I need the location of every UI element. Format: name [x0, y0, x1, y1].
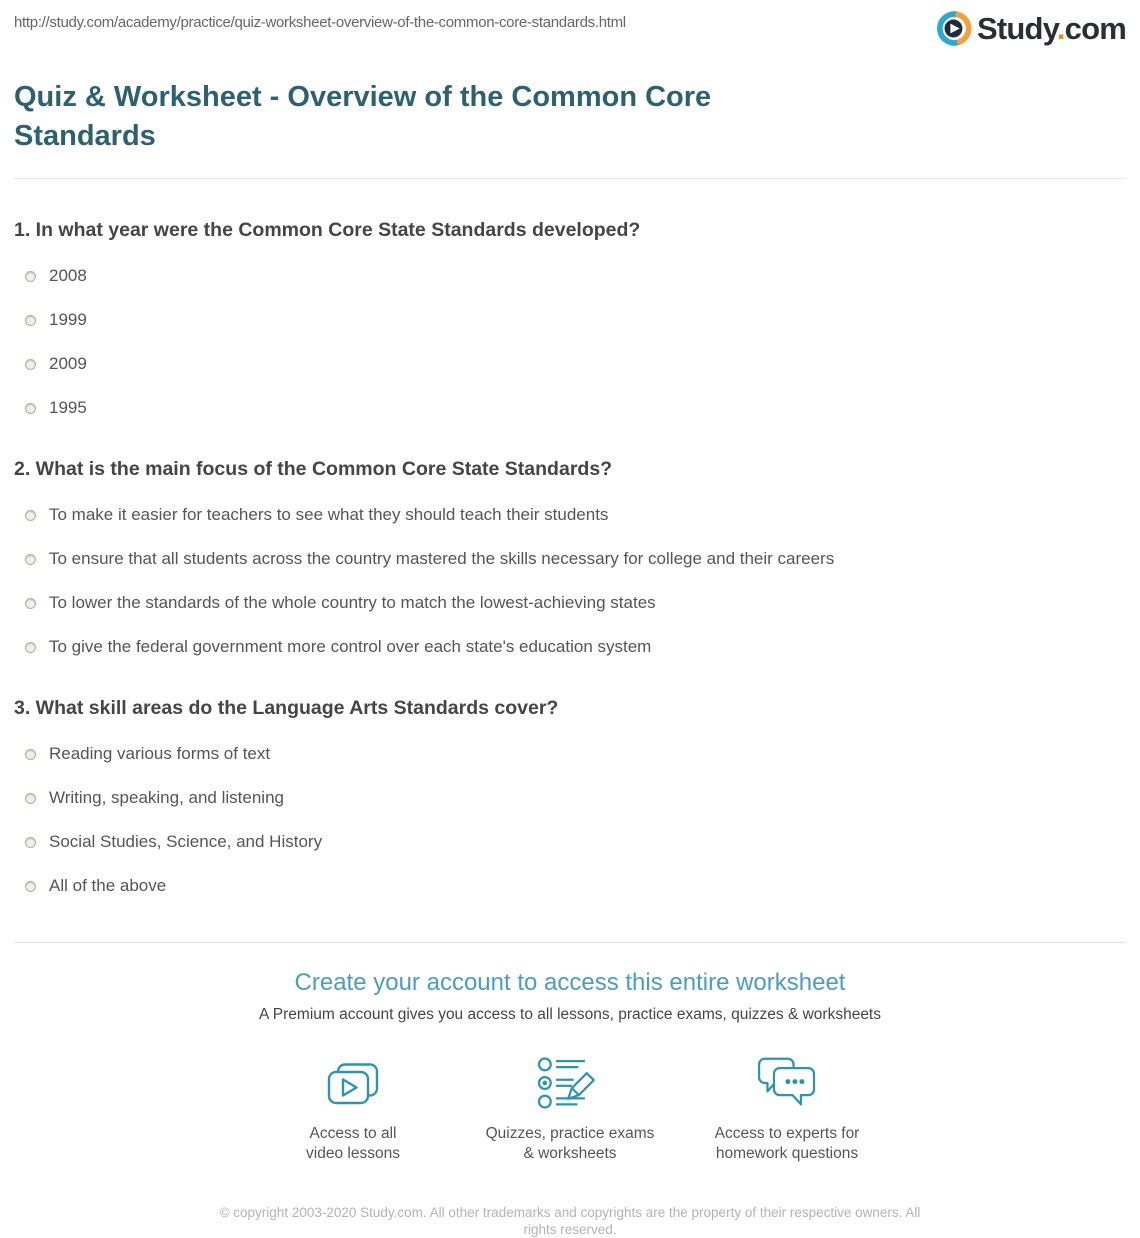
cta-subtitle: A Premium account gives you access to all lessons, practice exams, quizzes & worksheets — [259, 1006, 881, 1024]
option-label: 2008 — [49, 266, 87, 286]
studycom-logo[interactable] — [935, 10, 1126, 47]
divider — [14, 942, 1126, 943]
answer-option[interactable] — [14, 549, 1126, 569]
answer-option[interactable] — [14, 876, 1126, 896]
radio-button[interactable] — [25, 403, 36, 414]
option-label: All of the above — [49, 876, 167, 896]
option-label: 1995 — [49, 398, 87, 418]
cta-title: Create your account to access this entire worksheet — [294, 969, 846, 997]
top-bar — [14, 0, 1126, 52]
create-account-section — [14, 969, 1126, 1164]
question-2 — [14, 458, 1126, 657]
radio-button[interactable] — [25, 315, 36, 326]
features-row — [14, 1058, 1126, 1164]
feature-experts-chat — [679, 1058, 896, 1164]
option-label: To give the federal government more control over each state's education system — [49, 637, 652, 657]
feature-label: Access to all video lessons — [306, 1125, 400, 1163]
quizzes-worksheets-icon — [462, 1058, 679, 1110]
option-label: Writing, speaking, and listening — [49, 788, 284, 808]
radio-button[interactable] — [25, 881, 36, 892]
answer-option[interactable] — [14, 354, 1126, 374]
experts-chat-icon — [679, 1058, 896, 1110]
radio-button[interactable] — [25, 793, 36, 804]
option-label: Reading various forms of text — [49, 744, 271, 764]
page-url: http://study.com/academy/practice/quiz-worksheet-overview-of-the-common-core-standards.html — [14, 14, 626, 31]
page-title: Quiz & Worksheet - Overview of the Common Core Standards — [14, 81, 712, 153]
radio-button[interactable] — [25, 510, 36, 521]
radio-button[interactable] — [25, 271, 36, 282]
options-list — [14, 266, 1126, 418]
answer-option[interactable] — [14, 744, 1126, 764]
radio-button[interactable] — [25, 837, 36, 848]
question-heading: 2. What is the main focus of the Common Core State Standards? — [14, 458, 613, 481]
answer-option[interactable] — [14, 788, 1126, 808]
options-list — [14, 505, 1126, 657]
logo-wordmark: Study.com — [977, 10, 1126, 46]
answer-option[interactable] — [14, 266, 1126, 286]
copyright-notice: © copyright 2003-2020 Study.com. All other trademarks and copyrights are the property of their respective owners. All rights reserved. — [219, 1205, 921, 1238]
radio-button[interactable] — [25, 554, 36, 565]
radio-button[interactable] — [25, 359, 36, 370]
feature-quizzes-worksheets — [462, 1058, 679, 1164]
option-label: To ensure that all students across the country mastered the skills necessary for college and their careers — [49, 549, 835, 569]
radio-button[interactable] — [25, 598, 36, 609]
answer-option[interactable] — [14, 398, 1126, 418]
answer-option[interactable] — [14, 593, 1126, 613]
divider — [14, 178, 1126, 179]
feature-label: Access to experts for homework questions — [714, 1125, 860, 1163]
options-list — [14, 744, 1126, 896]
question-heading: 1. In what year were the Common Core State Standards developed? — [14, 219, 641, 242]
radio-button[interactable] — [25, 749, 36, 760]
option-label: To lower the standards of the whole country to match the lowest-achieving states — [49, 593, 656, 613]
question-1 — [14, 219, 1126, 418]
answer-option[interactable] — [14, 832, 1126, 852]
question-3 — [14, 697, 1126, 896]
question-heading: 3. What skill areas do the Language Arts Standards cover? — [14, 697, 559, 720]
answer-option[interactable] — [14, 505, 1126, 525]
option-label: 1999 — [49, 310, 87, 330]
answer-option[interactable] — [14, 310, 1126, 330]
radio-button[interactable] — [25, 642, 36, 653]
feature-video-lessons — [245, 1058, 462, 1164]
option-label: 2009 — [49, 354, 87, 374]
answer-option[interactable] — [14, 637, 1126, 657]
video-lessons-icon — [245, 1058, 462, 1110]
studycom-play-icon — [935, 10, 972, 47]
option-label: To make it easier for teachers to see what they should teach their students — [49, 505, 609, 525]
feature-label: Quizzes, practice exams & worksheets — [485, 1125, 655, 1163]
option-label: Social Studies, Science, and History — [49, 832, 323, 852]
